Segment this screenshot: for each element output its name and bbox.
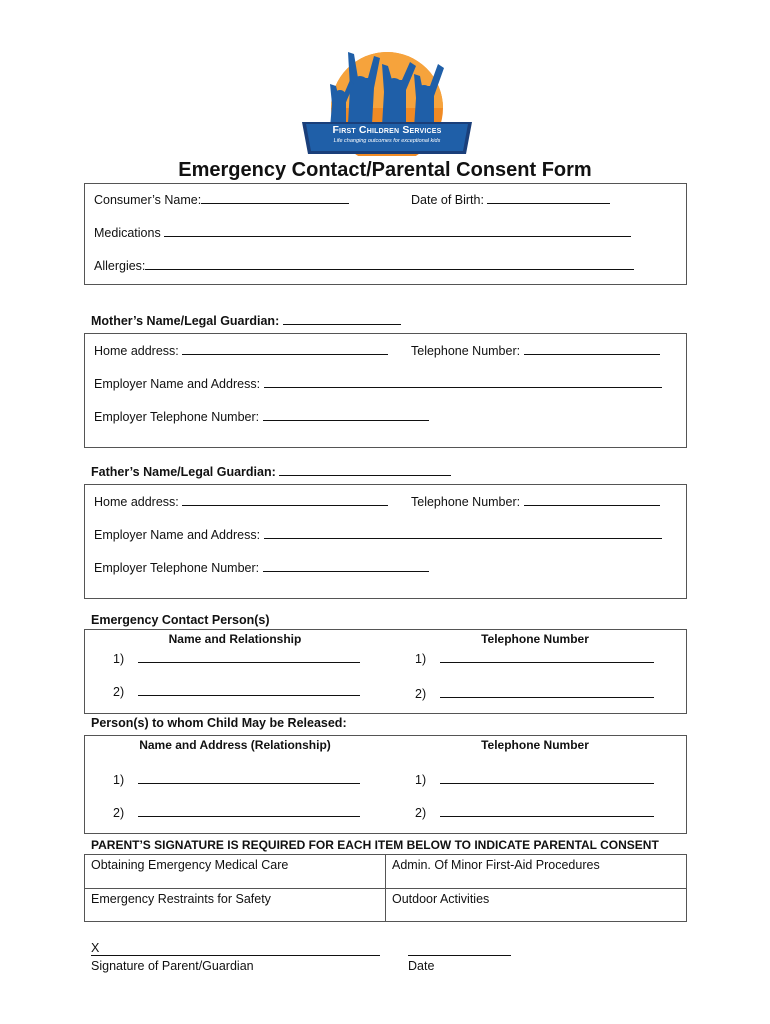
release-row-2-number: 2) xyxy=(113,806,125,820)
release-person-2-name[interactable] xyxy=(113,804,360,820)
mother-telephone-field[interactable] xyxy=(411,342,660,358)
signature-line[interactable] xyxy=(91,955,380,956)
mother-name-field[interactable] xyxy=(91,312,401,328)
mother-telephone-label: Telephone Number: xyxy=(411,344,521,358)
date-label: Date xyxy=(408,959,435,973)
father-heading: Father’s Name/Legal Guardian: xyxy=(91,465,276,479)
emergency-contact-2-phone[interactable] xyxy=(415,685,654,701)
release-persons-heading: Person(s) to whom Child May be Released: xyxy=(91,716,347,730)
emergency-phone-column-header: Telephone Number xyxy=(481,632,589,646)
emergency-row-1-phone-number: 1) xyxy=(415,652,427,666)
father-telephone-field[interactable] xyxy=(411,493,660,509)
father-employer-phone-label: Employer Telephone Number: xyxy=(94,561,260,575)
emergency-contact-1-name[interactable] xyxy=(113,650,360,666)
consent-item-first-aid[interactable]: Admin. Of Minor First-Aid Procedures xyxy=(392,858,600,872)
consent-item-outdoor-activities[interactable]: Outdoor Activities xyxy=(392,892,490,906)
signature-label: Signature of Parent/Guardian xyxy=(91,959,254,973)
logo-tagline: Life changing outcomes for exceptional kids xyxy=(333,138,441,144)
release-person-1-phone[interactable] xyxy=(415,771,654,787)
mother-employer-label: Employer Name and Address: xyxy=(94,377,261,391)
consumer-name-field[interactable] xyxy=(94,191,349,207)
allergies-label: Allergies: xyxy=(94,259,146,273)
father-home-address-field[interactable] xyxy=(94,493,388,509)
release-person-1-name[interactable] xyxy=(113,771,360,787)
mother-heading: Mother’s Name/Legal Guardian: xyxy=(91,314,280,328)
release-phone-column-header: Telephone Number xyxy=(481,738,589,752)
consumer-name-label: Consumer’s Name: xyxy=(94,193,202,207)
emergency-name-column-header: Name and Relationship xyxy=(168,632,302,646)
emergency-row-1-number: 1) xyxy=(113,652,125,666)
consent-item-emergency-medical-care[interactable]: Obtaining Emergency Medical Care xyxy=(91,858,289,872)
form-title: Emergency Contact/Parental Consent Form xyxy=(178,159,592,181)
medications-field[interactable] xyxy=(94,224,631,240)
father-employer-field[interactable] xyxy=(94,526,662,542)
mother-employer-field[interactable] xyxy=(94,375,662,391)
mother-home-address-label: Home address: xyxy=(94,344,179,358)
medications-label: Medications xyxy=(94,226,161,240)
date-line[interactable] xyxy=(408,955,511,956)
release-row-2-phone-number: 2) xyxy=(415,806,427,820)
emergency-contact-1-phone[interactable] xyxy=(415,650,654,666)
date-of-birth-field[interactable] xyxy=(411,191,610,207)
father-employer-label: Employer Name and Address: xyxy=(94,528,261,542)
release-row-1-number: 1) xyxy=(113,773,125,787)
release-name-column-header: Name and Address (Relationship) xyxy=(139,738,331,752)
date-of-birth-label: Date of Birth: xyxy=(411,193,484,207)
consent-item-emergency-restraints[interactable]: Emergency Restraints for Safety xyxy=(91,892,271,906)
mother-employer-phone-label: Employer Telephone Number: xyxy=(94,410,260,424)
father-employer-phone-field[interactable] xyxy=(94,559,429,575)
signature-x-mark: X xyxy=(91,941,100,955)
allergies-field[interactable] xyxy=(94,257,634,273)
release-person-2-phone[interactable] xyxy=(415,804,654,820)
organization-logo xyxy=(298,44,476,156)
father-name-field[interactable] xyxy=(91,463,451,479)
father-telephone-label: Telephone Number: xyxy=(411,495,521,509)
father-home-address-label: Home address: xyxy=(94,495,179,509)
mother-home-address-field[interactable] xyxy=(94,342,388,358)
emergency-row-2-phone-number: 2) xyxy=(415,687,427,701)
emergency-contacts-heading: Emergency Contact Person(s) xyxy=(91,613,270,627)
release-row-1-phone-number: 1) xyxy=(415,773,427,787)
emergency-row-2-number: 2) xyxy=(113,685,125,699)
emergency-contact-2-name[interactable] xyxy=(113,683,360,699)
consent-heading: PARENT’S SIGNATURE IS REQUIRED FOR EACH ITEM BELOW TO INDICATE PARENTAL CONSENT xyxy=(91,838,659,852)
logo-org-name: First Children Services xyxy=(332,124,442,136)
mother-employer-phone-field[interactable] xyxy=(94,408,429,424)
